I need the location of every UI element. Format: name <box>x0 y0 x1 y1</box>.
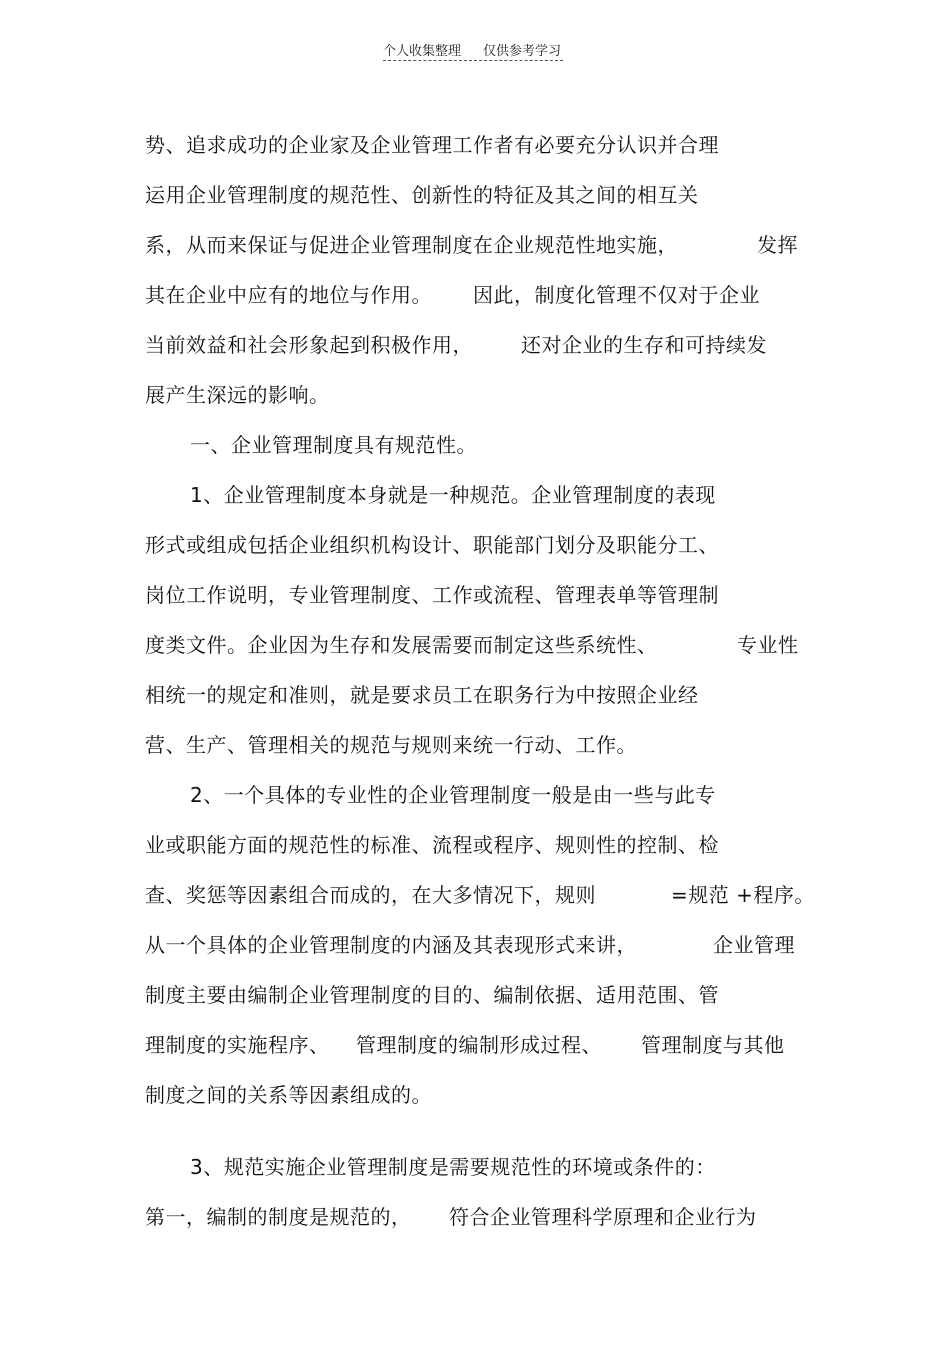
text-segment: 势、追求成功的企业家及企业管理工作者有必要充分认识并合理 <box>145 133 719 157</box>
text-segment: 符合企业管理科学原理和企业行为 <box>449 1205 757 1229</box>
text-segment: 3、规范实施企业管理制度是需要规范性的环境或条件的： <box>190 1155 716 1179</box>
header-left-text: 个人收集整理 <box>383 44 462 59</box>
text-segment: 因此，制度化管理不仅对于企业 <box>473 283 760 307</box>
text-segment: 企业管理 <box>713 933 795 957</box>
text-segment: 系，从而来保证与促进企业管理制度在企业规范性地实施， <box>145 233 678 257</box>
text-segment: 管理制度的编制形成过程、 <box>356 1033 602 1057</box>
text-segment: 1、企业管理制度本身就是一种规范。企业管理制度的表现 <box>190 483 716 507</box>
text-segment: 相统一的规定和准则，就是要求员工在职务行为中按照企业经 <box>145 683 699 707</box>
text-segment: 度类文件。企业因为生存和发展需要而制定这些系统性、 <box>145 633 658 657</box>
text-segment: 形式或组成包括企业组织机构设计、职能部门划分及职能分工、 <box>145 533 719 557</box>
page-header <box>383 40 563 61</box>
text-segment: 管理制度与其他 <box>641 1033 785 1057</box>
text-segment: 从一个具体的企业管理制度的内涵及其表现形式来讲， <box>145 933 637 957</box>
text-segment: 专业性 <box>737 633 799 657</box>
header-right-text: 仅供参考学习 <box>483 44 562 59</box>
text-segment: 制度之间的关系等因素组成的。 <box>145 1083 432 1107</box>
text-segment: =规范 +程序。 <box>671 883 815 907</box>
text-segment: 运用企业管理制度的规范性、创新性的特征及其之间的相互关 <box>145 183 699 207</box>
text-segment: 岗位工作说明，专业管理制度、工作或流程、管理表单等管理制 <box>145 583 719 607</box>
text-segment: 还对企业的生存和可持续发 <box>521 333 767 357</box>
text-segment: 一、企业管理制度具有规范性。 <box>190 433 477 457</box>
text-segment: 2、一个具体的专业性的企业管理制度一般是由一些与此专 <box>190 783 716 807</box>
text-segment: 当前效益和社会形象起到积极作用， <box>145 333 473 357</box>
text-segment: 制度主要由编制企业管理制度的目的、编制依据、适用范围、管 <box>145 983 719 1007</box>
text-segment: 查、奖惩等因素组合而成的，在大多情况下，规则 <box>145 883 596 907</box>
text-segment: 其在企业中应有的地位与作用。 <box>145 283 432 307</box>
text-segment: 营、生产、管理相关的规范与规则来统一行动、工作。 <box>145 733 637 757</box>
text-segment: 第一，编制的制度是规范的， <box>145 1205 412 1229</box>
text-segment: 业或职能方面的规范性的标准、流程或程序、规则性的控制、检 <box>145 833 719 857</box>
text-segment: 展产生深远的影响。 <box>145 383 330 407</box>
text-segment: 理制度的实施程序、 <box>145 1033 330 1057</box>
text-segment: 发挥 <box>757 233 798 257</box>
